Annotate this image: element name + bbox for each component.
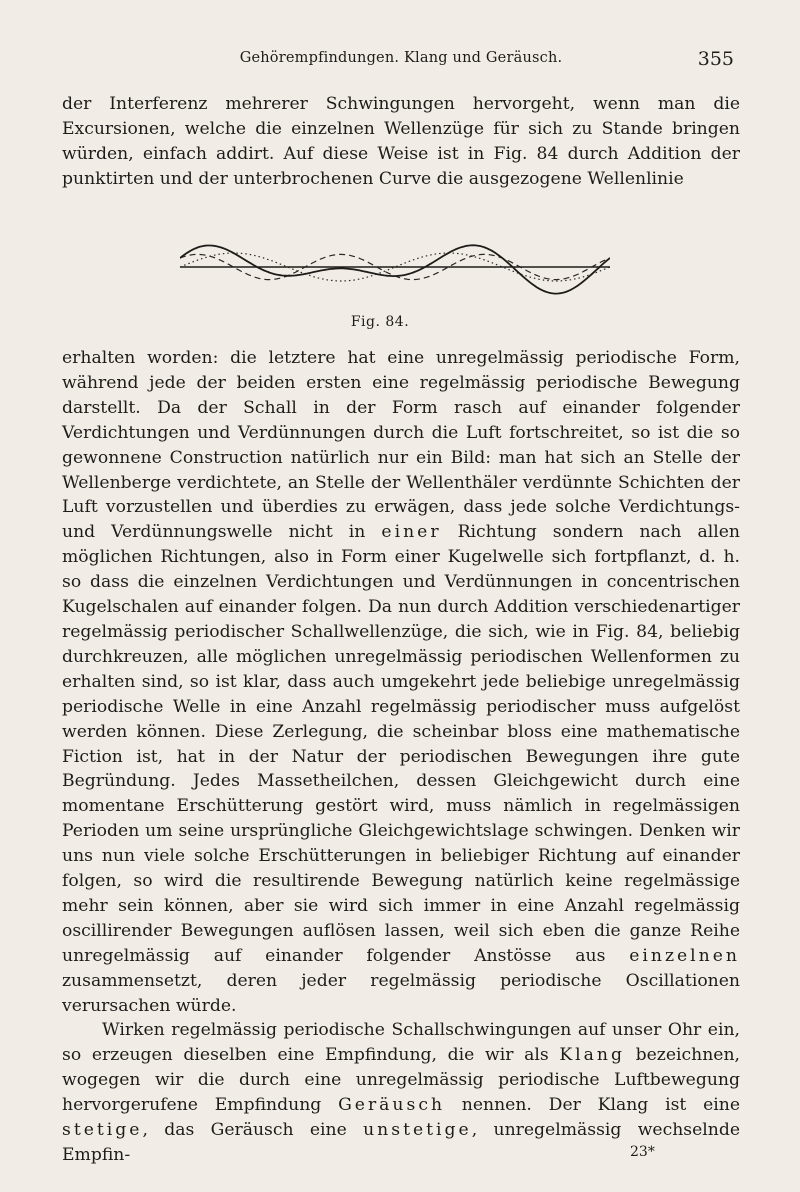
paragraph-3-spaced-unstetige: unstetige xyxy=(363,1120,472,1141)
text-block-main xyxy=(62,346,740,1168)
paragraph-2-part-c: Richtung sondern nach allen möglichen Richtungen, also in Form einer Kugelwelle sich fortpflanzt, d. h. so dass die einzelnen Verdichtungen und Verdünnungen in concentrischen Kugelschalen auf einander folgen. Da nun durch Addition verschiedenartiger regelmässig periodischer Schallwellenzüge, die sich, wie in Fig. 84, beliebig durchkreuzen, alle möglichen unregelmässig periodischen Wellenformen zu erhalten sind, so ist klar, dass auch umgekehrt jede beliebige unregelmässig periodische Welle in eine Anzahl regelmässig periodischer muss aufgelöst werden können. Diese Zerlegung, die scheinbar bloss eine mathematische Fiction ist, hat in der Natur der periodischen Bewegungen ihre gute Begründung. Jedes Massetheilchen, dessen Gleichgewicht durch eine momentane Erschütterung gestört wird, muss nämlich in regelmässigen Perioden um seine ursprüngliche Gleichgewichtslage schwingen. Denken wir uns nun viele solche Erschütterungen in beliebiger Richtung auf einander folgen, so wird die resultirende Bewegung natürlich keine regelmässige mehr sein können, aber sie wird sich immer in eine Anzahl regelmässig oscillirender Bewegungen auflösen lassen, weil sich eben die ganze Reihe unregelmässig auf einander folgender Anstösse aus xyxy=(62,522,740,966)
page-number: 355 xyxy=(697,48,734,70)
paragraph-2-spaced-einer: einer xyxy=(381,522,442,543)
paragraph-3-spaced-geraeusch: Geräusch xyxy=(338,1095,446,1116)
paragraph-3-part-c: bezeichnen, wogegen wir die durch eine unregelmässig periodische Luftbewegung hervorgerufene Empfindung xyxy=(62,1045,740,1116)
figure-solid-curve xyxy=(180,245,610,293)
paragraph-3-part-e: nennen. Der Klang ist eine xyxy=(445,1095,740,1116)
paragraph-3-part-i: , unregelmässig wechselnde Empfin- xyxy=(62,1120,741,1165)
paragraph-1: der Interferenz mehrerer Schwingungen hervorgeht, wenn man die Excursionen, welche die einzelnen Wellenzüge für sich zu Stande bringen würden, einfach addirt. Auf diese Weise ist in Fig. 84 durch Addition der punktirten und der unterbrochenen Curve die ausgezogene Wellenlinie xyxy=(62,94,740,189)
paragraph-3-spaced-klang: Klang xyxy=(559,1045,625,1066)
paragraph-2 xyxy=(62,346,740,1018)
wave-figure xyxy=(180,232,610,308)
paragraph-3-spaced-stetige: stetige xyxy=(62,1120,143,1141)
signature-mark: 23* xyxy=(630,1144,655,1160)
paragraph-3-part-g: , das Geräusch eine xyxy=(142,1120,364,1141)
paragraph-3-part-a: Wirken regelmässig periodische Schallschwingungen auf unser Ohr ein, so erzeugen dieselben eine Empfindung, die wir als xyxy=(62,1020,740,1066)
paragraph-2-spaced-einzelnen: einzelnen xyxy=(629,945,740,966)
figure-caption: Fig. 84. xyxy=(350,314,410,330)
paragraph-2-part-e: zusammensetzt, deren jeder regelmässig periodische Oscillationen verursachen würde. xyxy=(62,970,740,1016)
page-header xyxy=(62,50,740,74)
paragraph-2-part-a: erhalten worden: die letztere hat eine unregelmässig periodische Form, während jede der beiden ersten eine regelmässig periodische Bewegung darstellt. Da der Schall in der Form rasch auf einander folgender Verdichtungen und Verdünnungen durch die Luft fortschreitet, so ist die so gewonnene Construction natürlich nur ein Bild: man hat sich an Stelle der Wellenberge verdichtete, an Stelle der Wellenthäler verdünnte Schichten der Luft vorzustellen und überdies zu erwägen, dass jede solche Verdichtungs- und Verdünnungswelle nicht in xyxy=(62,348,740,543)
text-block-top xyxy=(62,92,740,192)
running-head: Gehörempfindungen. Klang und Geräusch. xyxy=(239,50,563,66)
